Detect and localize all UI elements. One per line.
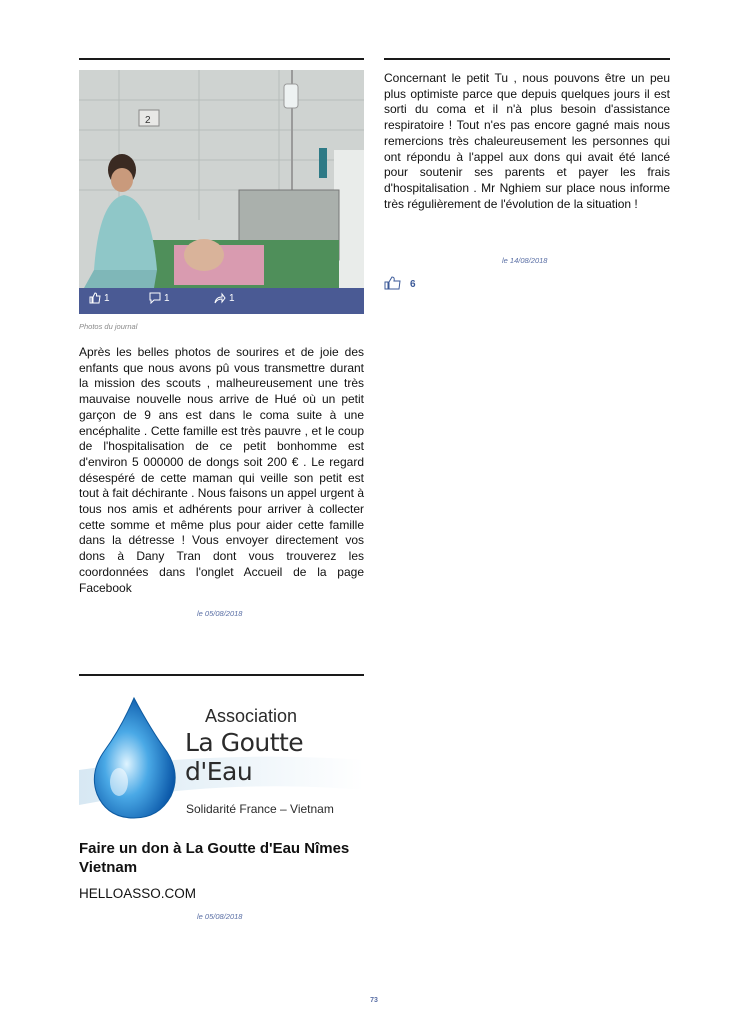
like-thumb-icon <box>384 276 402 293</box>
photo-caption: Photos du journal <box>79 322 138 331</box>
hospital-photo <box>79 70 364 314</box>
facebook-reaction-bar <box>79 288 364 314</box>
left-post-date: le 05/08/2018 <box>197 609 243 618</box>
right-post-date: le 14/08/2018 <box>502 256 548 265</box>
comment-action[interactable] <box>149 292 170 304</box>
comment-icon <box>149 292 161 304</box>
right-like-count: 6 <box>410 279 416 290</box>
share-action[interactable] <box>214 292 235 304</box>
hospital-photo-illustration <box>79 70 364 314</box>
bed-number: 2 <box>145 115 151 126</box>
donation-divider <box>79 674 364 676</box>
logo-line-1: Association <box>205 706 298 726</box>
logo-line-2: La Goutte d'Eau <box>185 728 304 786</box>
share-icon <box>214 292 226 304</box>
comment-count: 1 <box>164 292 170 304</box>
right-post-text: Concernant le petit Tu , nous pouvons être un peu plus optimiste parce que depuis quelques jours il est sorti du coma et il n'à plus besoin d'assistance respiratoire ! Tout n'es pas encore gagné mais nous remercions très chaleureusement les personnes qui ont répondu à l'appel aux dons qui avait été lancé pour soutenir ses parents et payer les frais d'hospitalisation . Mr Nghiem sur place nous informe très régulièrement de l'évolution de la situation ! <box>384 71 670 211</box>
like-action[interactable] <box>89 292 110 304</box>
donation-link-title[interactable]: Faire un don à La Goutte d'Eau Nîmes Vietnam <box>79 840 350 876</box>
like-count: 1 <box>104 292 110 304</box>
left-top-divider <box>79 58 364 60</box>
share-count: 1 <box>229 292 235 304</box>
logo-tagline: Solidarité France – Vietnam <box>186 802 334 816</box>
right-top-divider <box>384 58 670 60</box>
right-post-likes[interactable] <box>384 276 416 293</box>
donation-post-date: le 05/08/2018 <box>197 912 243 921</box>
donation-link-site[interactable]: HELLOASSO.COM <box>79 886 197 901</box>
thumbs-up-icon <box>89 292 101 304</box>
page-number: 73 <box>370 997 378 1004</box>
left-post-text: Après les belles photos de sourires et de joie des enfants que nous avons pû vous transmettre durant la mission des scouts , malheureusement une très mauvaise nouvelle nous arrive de Hué où un petit garçon de 9 ans est dans le coma suite à une encéphalite . Cette famille est très pauvre , et le coup de l'hospitalisation de ce petit bonhomme est d'environ 5 000000 de dongs soit 200 € . Le regard désespéré de cette maman qui veille son petit est tout à fait déchirante . Nous faisons un appel urgent à tous nos amis et adhérents pour arriver à collecter cette somme et même plus pour aider cette famille dans la détresse ! Vous envoyer directement vos dons à Dany Tran dont vous trouverez les coordonnées dans l'onglet Accueil de la page Facebook <box>79 345 364 595</box>
association-logo[interactable] <box>79 690 364 825</box>
